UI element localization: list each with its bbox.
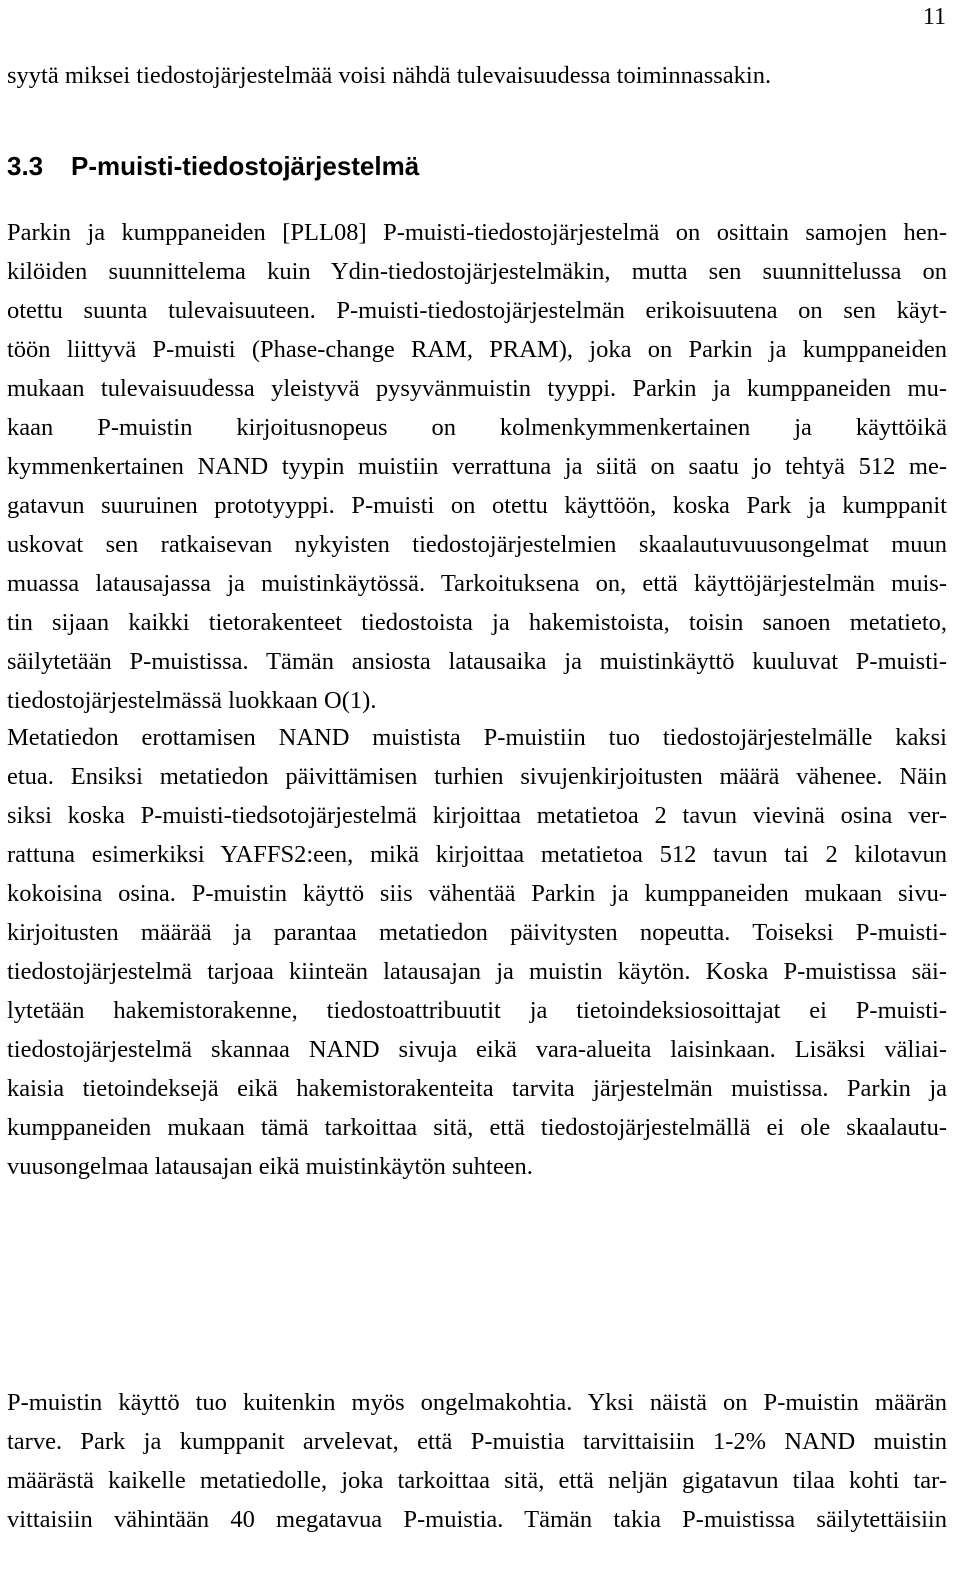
- text-line: otettu suunta tulevaisuuteen. P-muisti-tiedostojärjestelmän erikoisuutena on sen käyt-: [7, 297, 947, 324]
- text-line: etua. Ensiksi metatiedon päivittämisen turhien sivujenkirjoitusten määrä vähenee. Näin: [7, 763, 947, 790]
- text-line: kirjoitusten määrää ja parantaa metatiedon päivitysten nopeutta. Toiseksi P-muisti-: [7, 919, 947, 946]
- text-line: tiedostojärjestelmä tarjoaa kiinteän latausajan ja muistin käytön. Koska P-muistissa säi-: [7, 958, 947, 985]
- text-line: mukaan tulevaisuudessa yleistyvä pysyvänmuistin tyyppi. Parkin ja kumppaneiden mu-: [7, 375, 947, 402]
- text-line: kaisia tietoindeksejä eikä hakemistorakenteita tarvita järjestelmän muistissa. Parkin ja: [7, 1075, 947, 1102]
- intro-text: [7, 56, 947, 95]
- text-line: Parkin ja kumppaneiden [PLL08] P-muisti-tiedostojärjestelmä on osittain samojen hen-: [7, 219, 947, 246]
- text-line: tin sijaan kaikki tietorakenteet tiedostoista ja hakemistoista, toisin sanoen metatieto,: [7, 609, 947, 636]
- text-line: tarve. Park ja kumppanit arvelevat, että P-muistia tarvittaisiin 1-2% NAND muistin: [7, 1428, 947, 1455]
- paragraph-1: [7, 213, 947, 720]
- paragraph-3: [7, 1383, 947, 1539]
- text-line: Metatiedon erottamisen NAND muistista P-muistiin tuo tiedostojärjestelmälle kaksi: [7, 724, 947, 751]
- text-line: syytä miksei tiedostojärjestelmää voisi nähdä tulevaisuudessa toiminnassakin.: [7, 62, 772, 89]
- text-line: kumppaneiden mukaan tämä tarkoittaa sitä, että tiedostojärjestelmällä ei ole skaalautu-: [7, 1114, 947, 1141]
- text-line: rattuna esimerkiksi YAFFS2:een, mikä kirjoittaa metatietoa 512 tavun tai 2 kilotavun: [7, 841, 947, 868]
- section-title: P-muisti-tiedostojärjestelmä: [71, 151, 420, 181]
- text-line: lytetään hakemistorakenne, tiedostoattribuutit ja tietoindeksiosoittajat ei P-muisti-: [7, 997, 947, 1024]
- text-line: muassa latausajassa ja muistinkäytössä. Tarkoituksena on, että käyttöjärjestelmän muis-: [7, 570, 947, 597]
- text-line: vittaisiin vähintään 40 megatavua P-muistia. Tämän takia P-muistissa säilytettäisiin: [7, 1506, 947, 1533]
- text-line: säilytetään P-muistissa. Tämän ansiosta latausaika ja muistinkäyttö kuuluvat P-muisti-: [7, 648, 947, 675]
- text-line: tiedostojärjestelmässä luokkaan O(1).: [7, 687, 377, 714]
- text-line: uskovat sen ratkaisevan nykyisten tiedostojärjestelmien skaalautuvuusongelmat muun: [7, 531, 947, 558]
- text-line: kaan P-muistin kirjoitusnopeus on kolmenkymmenkertainen ja käyttöikä: [7, 414, 947, 441]
- text-line: kilöiden suunnittelema kuin Ydin-tiedostojärjestelmäkin, mutta sen suunnittelussa on: [7, 258, 947, 285]
- text-line: siksi koska P-muisti-tiedsotojärjestelmä kirjoittaa metatietoa 2 tavun vievinä osina ver-: [7, 802, 947, 829]
- text-line: gatavun suuruinen prototyyppi. P-muisti on otettu käyttöön, koska Park ja kumppanit: [7, 492, 947, 519]
- paragraph-2: [7, 718, 947, 1186]
- text-line: vuusongelmaa latausajan eikä muistinkäytön suhteen.: [7, 1153, 533, 1180]
- section-heading: [7, 148, 419, 184]
- text-line: kymmenkertainen NAND tyypin muistiin verrattuna ja siitä on saatu jo tehtyä 512 me-: [7, 453, 947, 480]
- section-number: 3.3: [7, 151, 44, 181]
- text-line: töön liittyvä P-muisti (Phase-change RAM, PRAM), joka on Parkin ja kumppaneiden: [7, 336, 947, 363]
- text-line: P-muistin käyttö tuo kuitenkin myös ongelmakohtia. Yksi näistä on P-muistin määrän: [7, 1389, 947, 1416]
- text-line: määrästä kaikelle metatiedolle, joka tarkoittaa sitä, että neljän gigatavun tilaa kohti tar-: [7, 1467, 947, 1494]
- text-line: kokoisina osina. P-muistin käyttö siis vähentää Parkin ja kumppaneiden mukaan sivu-: [7, 880, 947, 907]
- page-number: 11: [922, 4, 946, 30]
- text-line: tiedostojärjestelmä skannaa NAND sivuja eikä vara-alueita laisinkaan. Lisäksi väliai-: [7, 1036, 947, 1063]
